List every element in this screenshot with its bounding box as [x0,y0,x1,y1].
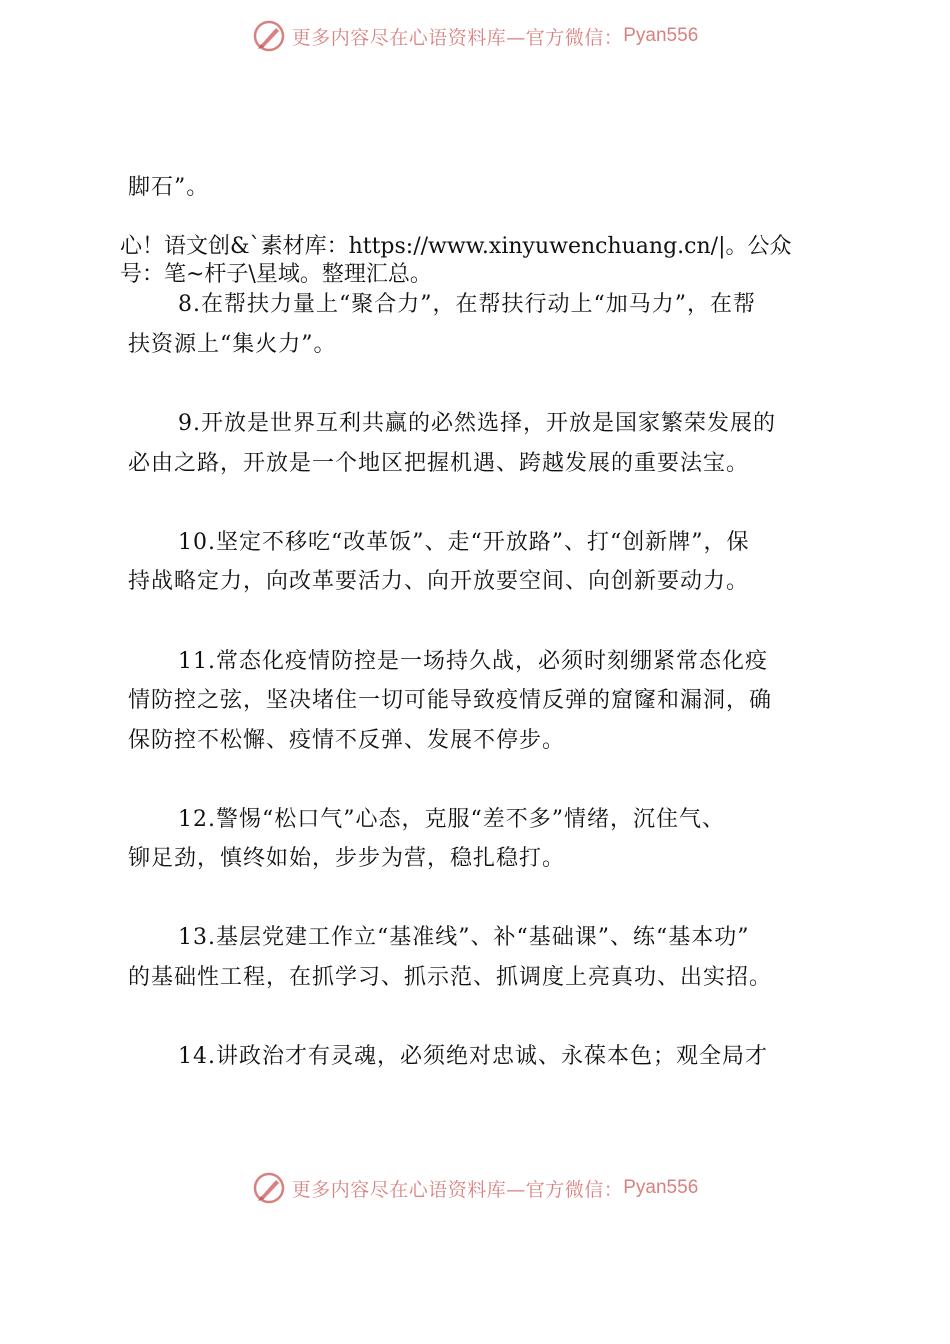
paragraph-9-line-1: 9.开放是世界互利共赢的必然选择，开放是国家繁荣发展的 [178,411,776,436]
banner-wechat-id: Pyan556 [623,1177,699,1198]
watermark-line: 心！语文创&`素材库：https://www.xinyuwenchuang.cn/|。公众 [120,234,792,259]
paragraph-14-line-1: 14.讲政治才有灵魂，必须绝对忠诚、永葆本色；观全局才 [178,1044,768,1069]
paragraph-10-line-2: 持战略定力，向改革要活力、向开放要空间、向创新要动力。 [128,569,750,594]
paragraph-12-line-1: 12.警惕“松口气”心态，克服“差不多”情绪，沉住气、 [178,807,725,832]
paragraph-8-line-2: 扶资源上“集火力”。 [128,332,337,357]
paragraph-12-line-2: 铆足劲，慎终如始，步步为营，稳扎稳打。 [128,846,566,871]
paragraph-10-line-1: 10.坚定不移吃“改革饭”、走“开放路”、打“创新牌”，保 [178,530,750,555]
banner-text: 更多内容尽在心语资料库—官方微信： [291,1178,624,1201]
footer-banner [0,1168,950,1208]
pen-logo-icon [252,19,286,53]
paragraph-11-line-2: 情防控之弦，坚决堵住一切可能导致疫情反弹的窟窿和漏洞，确 [128,688,773,713]
banner-wechat-id: Pyan556 [623,25,699,46]
text-line: 脚石”。 [128,175,210,200]
paragraph-11-line-1: 11.常态化疫情防控是一场持久战，必须时刻绷紧常态化疫 [178,649,768,674]
paragraph-13-line-2: 的基础性工程，在抓学习、抓示范、抓调度上亮真功、出实招。 [128,965,773,990]
header-banner [0,16,950,56]
pen-logo-icon [252,1171,286,1205]
paragraph-11-line-3: 保防控不松懈、疫情不反弹、发展不停步。 [128,728,566,753]
paragraph-8-line-1: 8.在帮扶力量上“聚合力”，在帮扶行动上“加马力”，在帮 [178,292,756,317]
paragraph-13-line-1: 13.基层党建工作立“基准线”、补“基础课”、练“基本功” [178,925,750,950]
watermark-line: 号：笔~杆子\星域。整理汇总。 [120,262,432,287]
banner-text: 更多内容尽在心语资料库—官方微信： [291,26,624,49]
paragraph-9-line-2: 必由之路，开放是一个地区把握机遇、跨越发展的重要法宝。 [128,451,750,476]
